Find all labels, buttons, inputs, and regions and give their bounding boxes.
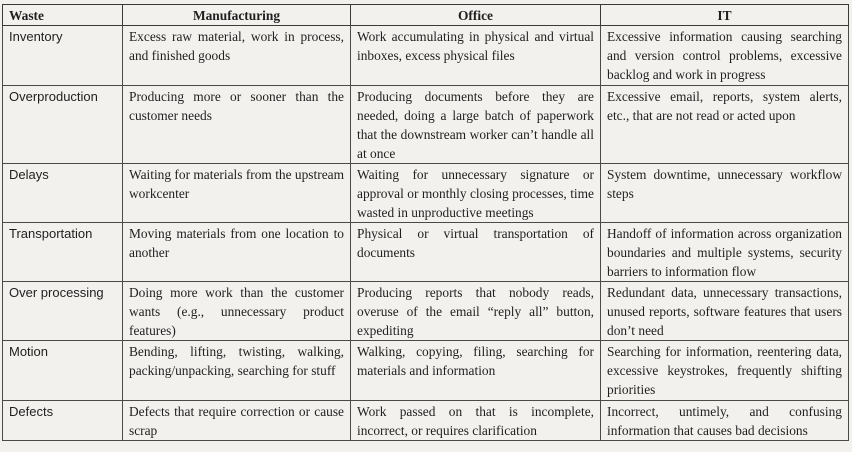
it-cell: Incorrect, untimely, and confusing information that causes bad decisions <box>601 401 849 441</box>
waste-cell: Motion <box>3 341 123 401</box>
header-row <box>3 5 849 26</box>
manufacturing-cell: Excess raw material, work in process, and finished goods <box>123 26 351 86</box>
waste-cell: Overproduction <box>3 86 123 164</box>
it-cell: Handoff of information across organization boundaries and multiple systems, security barriers to information flow <box>601 223 849 282</box>
office-cell: Walking, copying, filing, searching for materials and information <box>351 341 601 401</box>
table-row <box>3 282 849 341</box>
manufacturing-cell: Moving materials from one location to another <box>123 223 351 282</box>
table-row <box>3 341 849 401</box>
it-cell: System downtime, unnecessary workflow steps <box>601 164 849 223</box>
waste-cell: Delays <box>3 164 123 223</box>
header-office: Office <box>351 5 601 26</box>
office-cell: Producing documents before they are needed, doing a large batch of paperwork that the downstream worker can’t handle all at once <box>351 86 601 164</box>
office-cell: Work accumulating in physical and virtual inboxes, excess physical files <box>351 26 601 86</box>
manufacturing-cell: Waiting for materials from the upstream workcenter <box>123 164 351 223</box>
office-cell: Waiting for unnecessary signature or approval or monthly closing processes, time wasted in unproductive meetings <box>351 164 601 223</box>
waste-cell: Inventory <box>3 26 123 86</box>
header-it: IT <box>601 5 849 26</box>
it-cell: Excessive email, reports, system alerts, etc., that are not read or acted upon <box>601 86 849 164</box>
table-row <box>3 26 849 86</box>
it-cell: Redundant data, unnecessary transactions, unused reports, software features that users don’t need <box>601 282 849 341</box>
header-waste: Waste <box>3 5 123 26</box>
table-row <box>3 86 849 164</box>
table-row <box>3 164 849 223</box>
it-cell: Excessive information causing searching and version control problems, excessive backlog and work in progress <box>601 26 849 86</box>
table-row <box>3 223 849 282</box>
waste-cell: Defects <box>3 401 123 441</box>
office-cell: Producing reports that nobody reads, overuse of the email “reply all” button, expediting <box>351 282 601 341</box>
manufacturing-cell: Doing more work than the customer wants (e.g., unnecessary product features) <box>123 282 351 341</box>
waste-comparison-table <box>2 4 849 441</box>
it-cell: Searching for information, reentering data, excessive keystrokes, frequently shifting priorities <box>601 341 849 401</box>
table-row <box>3 401 849 441</box>
office-cell: Work passed on that is incomplete, incorrect, or requires clarification <box>351 401 601 441</box>
header-manufacturing: Manufacturing <box>123 5 351 26</box>
manufacturing-cell: Bending, lifting, twisting, walking, packing/unpacking, searching for stuff <box>123 341 351 401</box>
waste-cell: Over processing <box>3 282 123 341</box>
waste-cell: Transportation <box>3 223 123 282</box>
manufacturing-cell: Producing more or sooner than the customer needs <box>123 86 351 164</box>
manufacturing-cell: Defects that require correction or cause scrap <box>123 401 351 441</box>
office-cell: Physical or virtual transportation of documents <box>351 223 601 282</box>
